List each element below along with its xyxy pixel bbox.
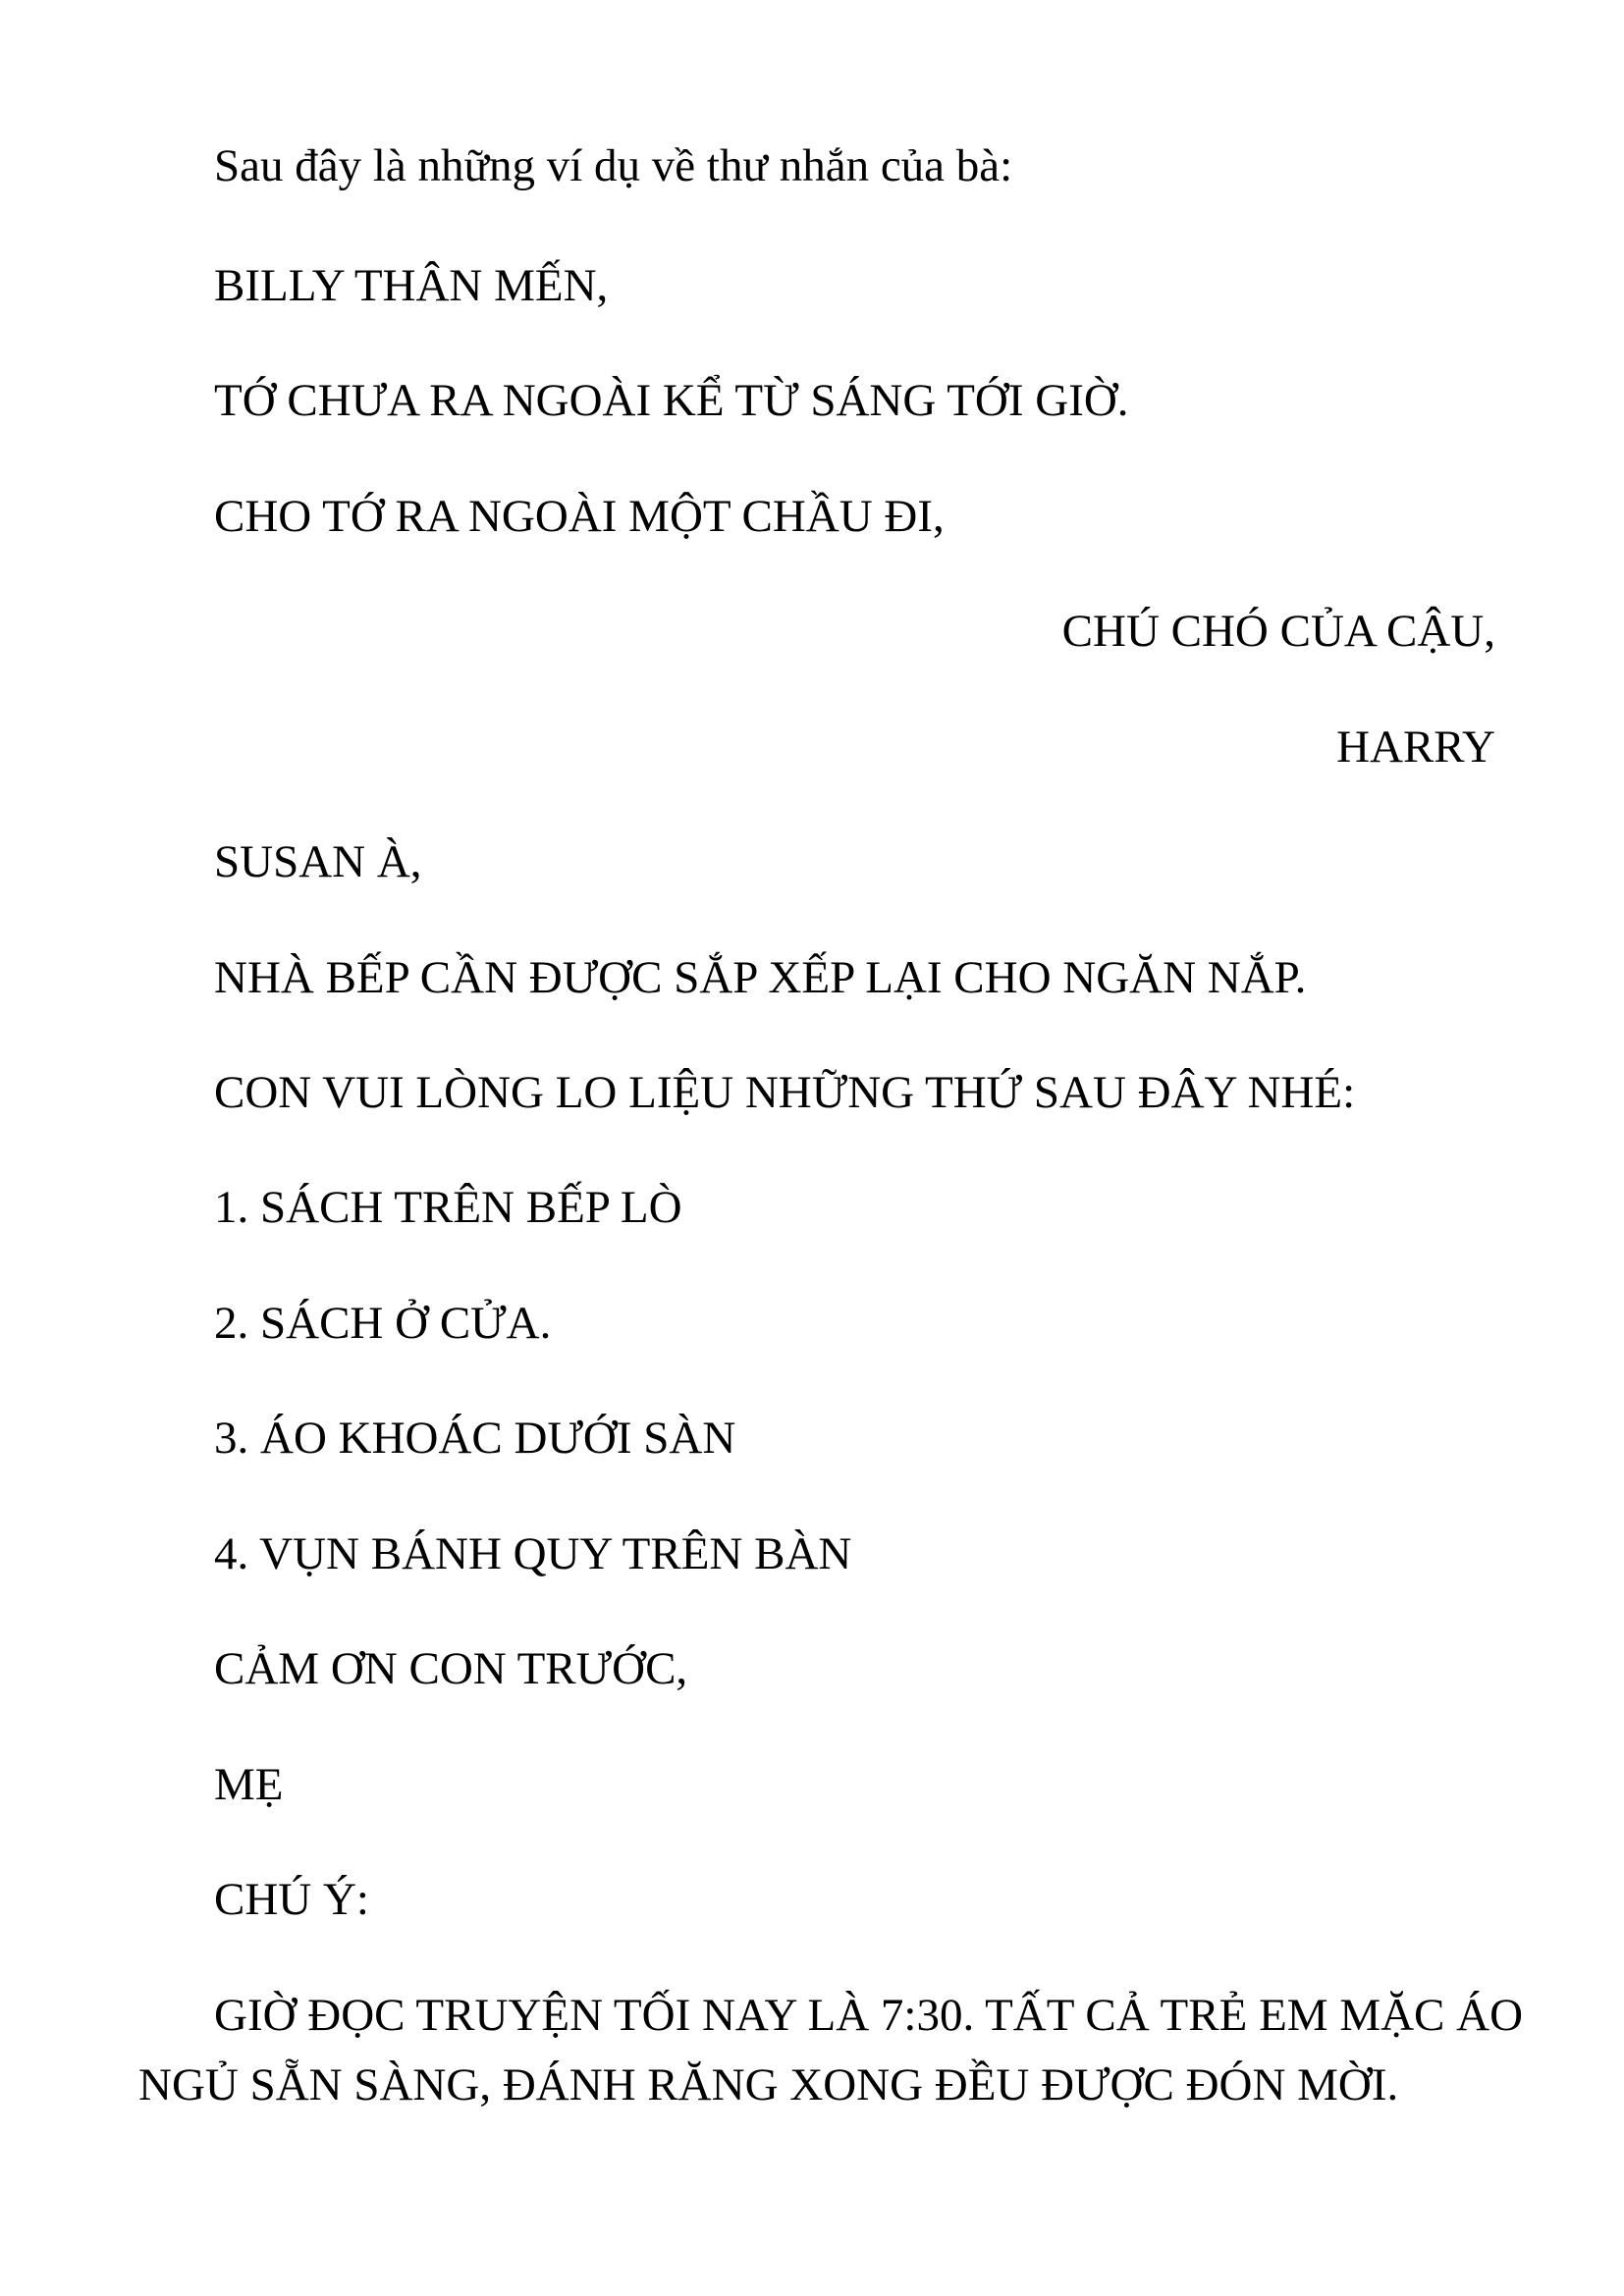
list-item: 1. SÁCH TRÊN BẾP LÒ [214,1182,682,1233]
letter2-signature: MẸ [214,1759,284,1810]
letter1-closing: CHÚ CHÓ CỦA CẬU, [1061,606,1495,657]
letter2-closing: CẢM ƠN CON TRƯỚC, [214,1643,688,1694]
letter2-greeting: SUSAN À, [214,836,422,887]
list-item: 2. SÁCH Ở CỬA. [214,1298,552,1349]
note-text-line1: GIỜ ĐỌC TRUYỆN TỐI NAY LÀ 7:30. TẤT CẢ TRẺ EM MẶC ÁO [214,1990,1524,2041]
note-text-line2: NGỦ SẴN SÀNG, ĐÁNH RĂNG XONG ĐỀU ĐƯỢC ĐÓN MỜI. [138,2059,1399,2110]
letter1-greeting: BILLY THÂN MẾN, [214,260,609,311]
note-heading: CHÚ Ý: [214,1874,369,1925]
intro-text: Sau đây là những ví dụ về thư nhắn của bà: [214,140,1013,191]
letter1-line1: TỚ CHƯA RA NGOÀI KỂ TỪ SÁNG TỚI GIỜ. [214,375,1129,426]
letter2-line2: CON VUI LÒNG LO LIỆU NHỮNG THỨ SAU ĐÂY NHÉ: [214,1067,1356,1118]
list-item: 3. ÁO KHOÁC DƯỚI SÀN [214,1413,736,1464]
letter1-signature: HARRY [1336,721,1495,773]
letter1-line2: CHO TỚ RA NGOÀI MỘT CHẦU ĐI, [214,491,945,542]
letter2-line1: NHÀ BẾP CẦN ĐƯỢC SẮP XẾP LẠI CHO NGĂN NẮP. [214,952,1307,1003]
list-item: 4. VỤN BÁNH QUY TRÊN BÀN [214,1528,852,1579]
